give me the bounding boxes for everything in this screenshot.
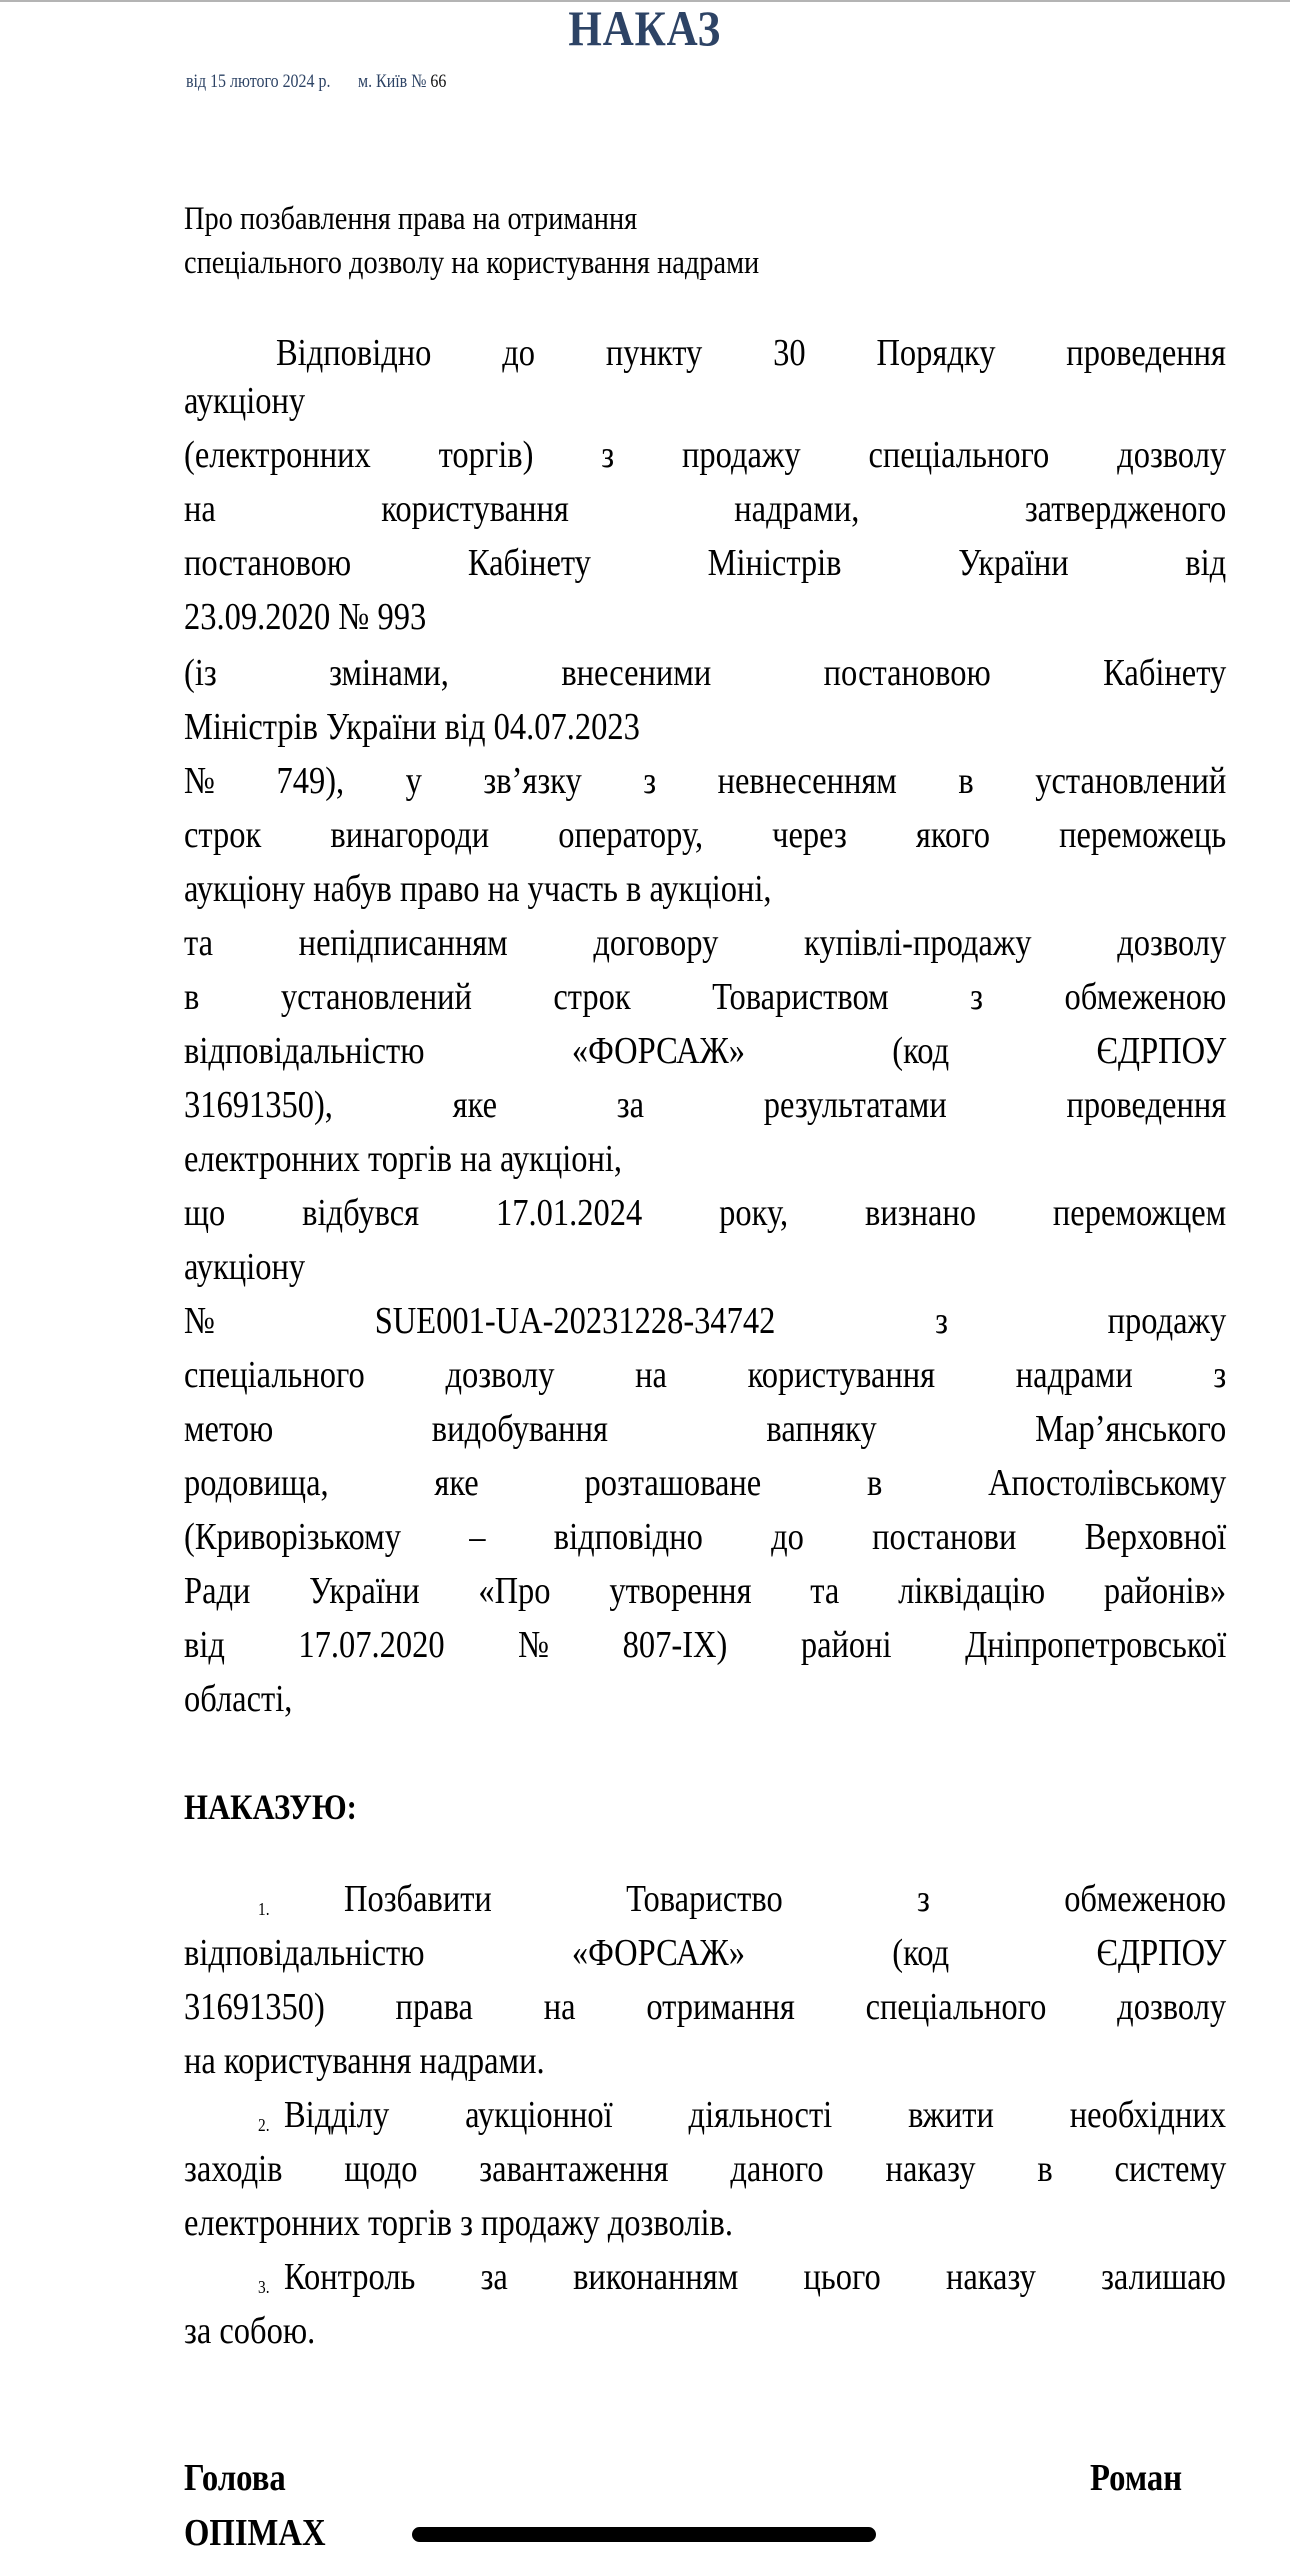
document-number: 66 — [430, 71, 447, 92]
word: Кабінету — [1103, 652, 1227, 694]
order-item-line — [284, 2254, 1226, 2300]
word: результатами — [763, 1084, 947, 1126]
word: права — [395, 1986, 473, 2028]
word: обмеженою — [1064, 976, 1227, 1018]
word: з — [1213, 1354, 1227, 1396]
word: затвердженого — [1024, 488, 1227, 530]
preamble-line — [184, 1514, 1226, 1560]
order-item-number: 2. — [258, 2115, 270, 2135]
word: на — [635, 1354, 667, 1396]
word: купівлі-продажу — [804, 922, 1032, 964]
word: яке — [434, 1462, 479, 1504]
subject-line: Про позбавлення права на отримання — [184, 201, 638, 237]
word: визнано — [865, 1192, 977, 1234]
order-item-line: за собою. — [184, 2310, 316, 2352]
word: наказу — [945, 2256, 1036, 2298]
preamble-line — [184, 1568, 1226, 1614]
preamble-line — [184, 1460, 1226, 1506]
word: спеціального — [184, 1354, 365, 1396]
word: якого — [915, 814, 990, 856]
word: виконанням — [573, 2256, 739, 2298]
word: Контроль — [284, 2256, 416, 2298]
word: України — [958, 542, 1069, 584]
preamble-line — [184, 1622, 1226, 1668]
word: (Криворізькому — [184, 1516, 401, 1558]
word: Дніпропетровської — [965, 1624, 1227, 1666]
word: у — [405, 760, 422, 802]
word: внесеними — [561, 652, 712, 694]
document-title-text: НАКАЗ — [568, 0, 722, 56]
word: систему — [1114, 2148, 1227, 2190]
order-item-line: електронних торгів з продажу дозволів. — [184, 2202, 734, 2244]
order-item-line — [184, 2146, 1226, 2192]
word: змінами, — [329, 652, 449, 694]
word: проведення — [1066, 332, 1226, 374]
word: 749), — [276, 760, 345, 802]
subject-line: спеціального дозволу на користування надрами — [184, 245, 760, 281]
word: за — [616, 1084, 645, 1126]
document-city: м. Київ № — [357, 71, 427, 92]
word: спеціального — [868, 434, 1050, 476]
word: № — [184, 1300, 216, 1342]
word: «ФОРСАЖ» — [571, 1030, 745, 1072]
word: аукціонної — [465, 2094, 613, 2136]
word: зв’язку — [483, 760, 582, 802]
word: Кабінету — [467, 542, 591, 584]
word: невнесенням — [717, 760, 897, 802]
word: 31691350), — [184, 1084, 333, 1126]
word: (із — [184, 652, 217, 694]
preamble-line: Міністрів України від 04.07.2023 — [184, 706, 640, 748]
word: строк — [184, 814, 262, 856]
word: вжити — [908, 2094, 994, 2136]
word: (електронних — [184, 434, 371, 476]
word: на — [543, 1986, 576, 2028]
word: року, — [719, 1192, 789, 1234]
signature-position-line1: Голова — [184, 2457, 286, 2499]
word: 31691350) — [184, 1986, 325, 2028]
word: 17.01.2024 — [496, 1192, 643, 1234]
word: Апостолівському — [988, 1462, 1227, 1504]
word: установлений — [280, 976, 472, 1018]
word: (код — [892, 1932, 950, 1974]
document-meta — [186, 70, 446, 94]
preamble-line: області, — [184, 1678, 293, 1720]
word: пункту — [605, 332, 703, 374]
preamble-line — [184, 974, 1226, 1020]
word: відповідальністю — [184, 1932, 425, 1974]
word: родовища, — [184, 1462, 329, 1504]
word: проведення — [1066, 1084, 1227, 1126]
word: цього — [803, 2256, 881, 2298]
word: «ФОРСАЖ» — [571, 1932, 745, 1974]
word: спеціального — [865, 1986, 1047, 2028]
word: Відповідно — [276, 332, 432, 374]
word: ЄДРПОУ — [1096, 1030, 1227, 1072]
word: SUE001-UA-20231228-34742 — [374, 1300, 776, 1342]
word: з — [935, 1300, 948, 1342]
word: відбувся — [302, 1192, 420, 1234]
word: та — [184, 922, 214, 964]
word: з — [970, 976, 983, 1018]
preamble-line: 23.09.2020 № 993 — [184, 596, 427, 638]
order-item-line — [284, 2092, 1226, 2138]
preamble-line — [184, 1352, 1226, 1398]
preamble-line — [276, 330, 1226, 376]
word: отримання — [646, 1986, 795, 2028]
word: дозволу — [1117, 1986, 1227, 2028]
word: 807-IX) — [622, 1624, 728, 1666]
word: з — [917, 1878, 930, 1920]
word: винагороди — [330, 814, 490, 856]
word: в — [958, 760, 974, 802]
word: до — [771, 1516, 804, 1558]
word: від — [1185, 542, 1227, 584]
word: дозволу — [1117, 434, 1227, 476]
preamble-line — [184, 650, 1226, 696]
signature-position-line2: ОПІМАХ — [184, 2512, 326, 2554]
preamble-line — [184, 540, 1226, 586]
order-heading: НАКАЗУЮ: — [184, 1787, 357, 1827]
word: дозволу — [445, 1354, 555, 1396]
word: та — [810, 1570, 840, 1612]
preamble-line — [184, 486, 1226, 532]
word: що — [184, 1192, 226, 1234]
word: – — [469, 1516, 486, 1558]
order-item-line — [344, 1876, 1226, 1922]
word: строк — [553, 976, 631, 1018]
word: метою — [184, 1408, 274, 1450]
word: постановою — [823, 652, 991, 694]
word: в — [1037, 2148, 1053, 2190]
word: України — [309, 1570, 420, 1612]
word: постанови — [872, 1516, 1017, 1558]
word: в — [184, 976, 200, 1018]
word: вапняку — [766, 1408, 877, 1450]
word: з — [643, 760, 657, 802]
word: Мар’янського — [1035, 1408, 1227, 1450]
word: дозволу — [1117, 922, 1227, 964]
word: залишаю — [1101, 2256, 1226, 2298]
word: необхідних — [1069, 2094, 1226, 2136]
order-item-line — [184, 1930, 1226, 1976]
preamble-line — [184, 920, 1226, 966]
word: обмеженою — [1064, 1878, 1226, 1920]
word: «Про — [478, 1570, 551, 1612]
word: оператору, — [558, 814, 704, 856]
signature-name: Роман — [1090, 2457, 1183, 2499]
word: переможцем — [1052, 1192, 1227, 1234]
word: 30 — [773, 332, 806, 374]
word: завантаження — [479, 2148, 669, 2190]
document-date: від 15 лютого 2024 р. — [186, 71, 331, 92]
word: Товариство — [626, 1878, 783, 1920]
document-title — [0, 0, 1290, 56]
word: Міністрів — [707, 542, 842, 584]
word: Позбавити — [344, 1878, 492, 1920]
preamble-line — [184, 1190, 1226, 1236]
word: відповідно — [553, 1516, 703, 1558]
word: розташоване — [584, 1462, 762, 1504]
word: ліквідацію — [898, 1570, 1046, 1612]
word: договору — [593, 922, 719, 964]
word: постановою — [184, 542, 352, 584]
word: № — [184, 760, 216, 802]
order-item-line: на користування надрами. — [184, 2040, 545, 2082]
word: видобування — [431, 1408, 608, 1450]
word: з — [601, 434, 615, 476]
preamble-line — [184, 812, 1226, 858]
word: № — [518, 1624, 550, 1666]
word: ЄДРПОУ — [1096, 1932, 1227, 1974]
word: наказу — [885, 2148, 976, 2190]
preamble-line — [184, 432, 1226, 478]
preamble-line: аукціону — [184, 1246, 306, 1288]
word: Порядку — [876, 332, 996, 374]
order-item-line — [184, 1984, 1226, 2030]
word: через — [772, 814, 847, 856]
order-item-number: 3. — [258, 2277, 270, 2297]
word: районі — [800, 1624, 892, 1666]
word: Ради — [184, 1570, 251, 1612]
preamble-line — [184, 1406, 1226, 1452]
word: непідписанням — [298, 922, 508, 964]
word: заходів — [184, 2148, 283, 2190]
word: Відділу — [284, 2094, 390, 2136]
word: в — [866, 1462, 883, 1504]
word: користування — [747, 1354, 936, 1396]
word: районів» — [1103, 1570, 1227, 1612]
word: установлений — [1035, 760, 1227, 802]
word: утворення — [609, 1570, 752, 1612]
word: за — [480, 2256, 508, 2298]
word: надрами — [1015, 1354, 1133, 1396]
order-item-number: 1. — [258, 1899, 270, 1919]
word: діяльності — [688, 2094, 833, 2136]
word: надрами, — [734, 488, 860, 530]
word: відповідальністю — [184, 1030, 425, 1072]
word: на — [184, 488, 216, 530]
preamble-line — [184, 1028, 1226, 1074]
preamble-line — [184, 1298, 1226, 1344]
word: яке — [452, 1084, 498, 1126]
preamble-line — [184, 758, 1226, 804]
word: Верховної — [1084, 1516, 1227, 1558]
redaction-bar — [412, 2527, 876, 2542]
word: продажу — [682, 434, 801, 476]
preamble-line: електронних торгів на аукціоні, — [184, 1138, 623, 1180]
word: торгів) — [438, 434, 534, 476]
word: Товариством — [712, 976, 889, 1018]
word: переможець — [1059, 814, 1227, 856]
word: від — [184, 1624, 225, 1666]
word: продажу — [1107, 1300, 1227, 1342]
word: до — [502, 332, 536, 374]
word: даного — [730, 2148, 824, 2190]
preamble-line: аукціону — [184, 380, 306, 422]
word: 17.07.2020 — [298, 1624, 445, 1666]
preamble-line: аукціону набув право на участь в аукціоні, — [184, 868, 772, 910]
preamble-line — [184, 1082, 1226, 1128]
word: (код — [892, 1030, 950, 1072]
word: щодо — [344, 2148, 418, 2190]
word: користування — [381, 488, 569, 530]
